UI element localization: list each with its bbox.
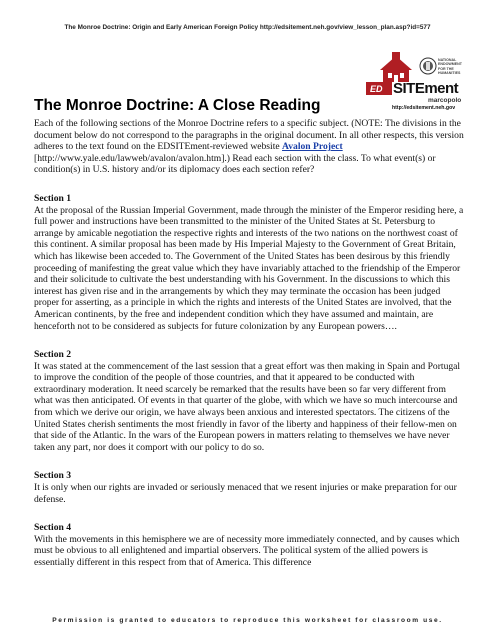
worksheet-content [34, 118, 466, 586]
section-body: It is only when our rights are invaded or seriously menaced that we resent injuries or make preparation for our defense. [34, 482, 457, 505]
logo-ed-prefix: ED [370, 84, 383, 94]
section-body: It was stated at the commencement of the last session that a great effort was then making in Spain and Portugal to improve the condition of the people of those countries, and that it appeared to be conducted with extraordinary moderation. It need scarcely be remarked that the results have been so far very different from what was then anticipated. Of events in that quarter of the globe, with which we have so much intercourse and from which we derive our origin, we have always been anxious and interested spectators. The citizens of the United States cherish sentiments the most friendly in favor of the liberty and happiness of their fellow-men on that side of the Atlantic. In the wars of the European powers in matters relating to themselves we have never taken any part, nor does it comport with our policy to do so. [34, 360, 461, 453]
permission-footer: Permission is granted to educators to reproduce this worksheet for classroom use. [52, 617, 443, 624]
section-body: At the proposal of the Russian Imperial Government, made through the minister of the Emperor residing here, a full power and instructions have been transmitted to the minister of the United States at St. Petersburg to arrange by amicable negotiation the respective rights and interests of the two nations on the northwest coast of this continent. A similar proposal has been made by His Imperial Majesty to the Government of Great Britain, which has likewise been acceded to. The Government of the United States has been desirous by this friendly proceeding of manifesting the great value which they have invariably attached to the friendship of the Emperor and their solicitude to cultivate the best understanding with his Government. In the discussions to which this interest has given rise and in the arrangements by which they may terminate the occasion has been judged proper for asserting, as a principle in which the rights and interests of the United States are involved, that the American continents, by the free and independent condition which they have assumed and maintain, are henceforth not to be considered as subjects for future colonization by any European powers…. [34, 204, 464, 332]
neh-agency-name: NATIONAL ENDOWMENT FOR THE HUMANITIES [438, 58, 462, 76]
logo-tagline: marcopolo [428, 97, 462, 104]
avalon-project-link[interactable]: Avalon Project [282, 141, 343, 153]
section-heading: Section 2 [34, 349, 72, 361]
page-title: The Monroe Doctrine: A Close Reading [34, 97, 321, 114]
intro-paragraph: Each of the following sections of the Monroe Doctrine refers to a specific subject. (NOTE: The divisions in the document below do not correspond to the paragraphs in the original document. In all other respects, this version adheres to the text found on the EDSITEment-reviewed website Avalon Project [http://www.yale.edu/lawweb/avalon/avalon.htm].) Read each section with the class. To what event(s) or condition(s) in U.S. history and/or its diplomacy does each section refer? [34, 118, 464, 176]
page-header-url: The Monroe Doctrine: Origin and Early American Foreign Policy http://edsitement.neh.gov/view_lesson_plan.asp?id=577 [64, 24, 431, 31]
edsitement-logo [366, 50, 476, 114]
logo-sitement: SITEment [393, 80, 459, 97]
section-heading: Section 1 [34, 192, 72, 204]
section-heading: Section 3 [34, 470, 72, 482]
section-heading: Section 4 [34, 522, 72, 534]
logo-url: http://edsitement.neh.gov [392, 105, 456, 111]
section-body: With the movements in this hemisphere we are of necessity more immediately connected, and by causes which must be obvious to all enlightened and impartial observers. The political system of the allied powers is essentially different in this respect from that of America. This difference [34, 533, 460, 568]
